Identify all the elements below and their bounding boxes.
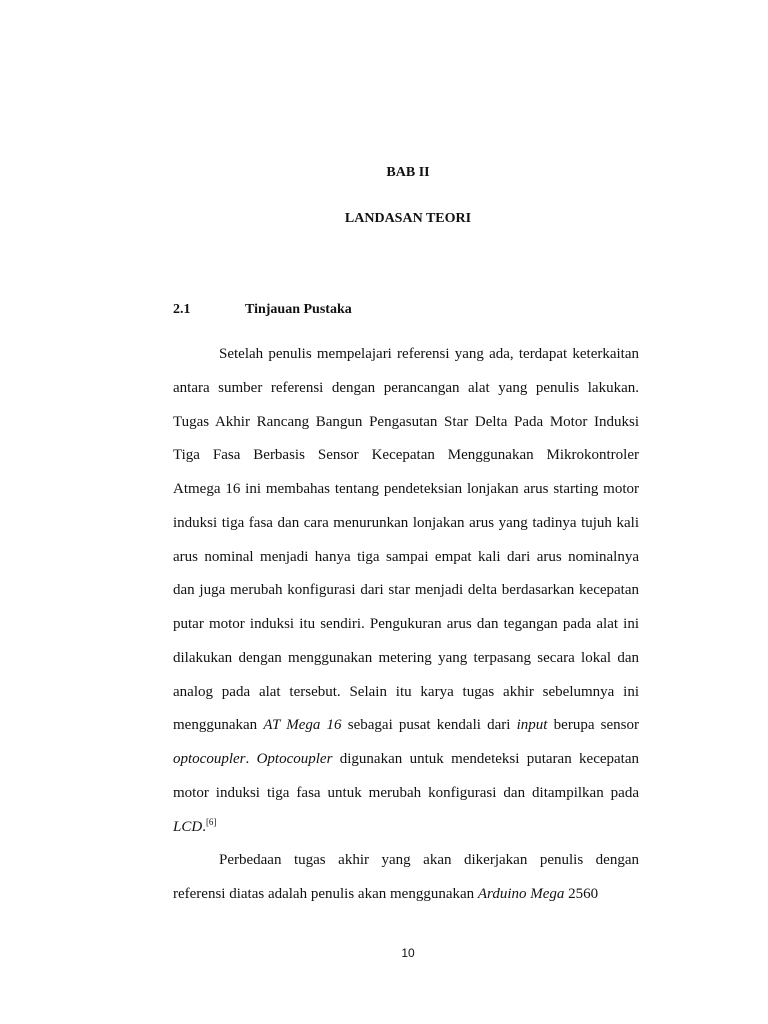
text-run: berupa sensor — [547, 717, 640, 734]
paragraph-line — [173, 878, 639, 912]
text-run: menggunakan — [173, 717, 264, 734]
text-run: . — [202, 818, 206, 835]
paragraph-line: Perbedaan tugas akhir yang akan dikerjakan penulis dengan — [219, 852, 639, 869]
paragraph-line — [173, 811, 639, 845]
text-run-italic: Arduino Mega — [477, 886, 565, 902]
paragraph-line: dilakukan dengan menggunakan metering yang terpasang secara lokal dan — [173, 649, 639, 666]
text-run-italic: input — [516, 717, 548, 734]
paragraph-line: Setelah penulis mempelajari referensi yang ada, terdapat keterkaitan — [219, 346, 639, 362]
chapter-title: LANDASAN TEORI — [344, 211, 472, 226]
text-run: 2560 — [564, 886, 599, 902]
text-run-italic: AT Mega 16 — [263, 717, 342, 734]
citation-reference: [6] — [205, 816, 217, 827]
text-run: sebagai pusat kendali dari — [341, 717, 517, 734]
text-run-italic: LCD — [173, 818, 203, 835]
paragraph-line — [173, 743, 639, 777]
body-text — [173, 338, 639, 912]
paragraph-line: motor induksi tiga fasa untuk merubah konfigurasi dan ditampilkan pada — [173, 784, 639, 801]
paragraph-line: induksi tiga fasa dan cara menurunkan lonjakan arus yang tadinya tujuh kali — [173, 514, 639, 531]
section-title: Tinjauan Pustaka — [245, 302, 352, 317]
paragraph-line: dan juga merubah konfigurasi dari star menjadi delta berdasarkan kecepatan — [173, 582, 639, 599]
section-heading — [173, 302, 352, 318]
page-number: 10 — [401, 946, 415, 960]
text-run: digunakan untuk mendeteksi putaran kecepatan — [332, 751, 639, 767]
paragraph-line: arus nominal menjadi hanya tiga sampai empat kali dari arus nominalnya — [173, 548, 639, 565]
text-run-italic: Optocoupler — [256, 751, 333, 767]
chapter-number: BAB II — [386, 165, 430, 180]
paragraph-line — [173, 709, 639, 743]
paragraph-line: Atmega 16 ini membahas tentang pendeteksian lonjakan arus starting motor — [173, 481, 639, 497]
paragraph-line: putar motor induksi itu sendiri. Pengukuran arus dan tegangan pada alat ini — [173, 616, 639, 632]
paragraph-line: Tiga Fasa Berbasis Sensor Kecepatan Menggunakan Mikrokontroler — [173, 447, 639, 464]
section-number: 2.1 — [173, 302, 191, 317]
paragraph-line: Tugas Akhir Rancang Bangun Pengasutan Star Delta Pada Motor Induksi — [173, 413, 639, 430]
text-run: . — [245, 751, 257, 767]
text-run: referensi diatas adalah penulis akan menggunakan — [173, 886, 478, 902]
text-run-italic: optocoupler — [173, 751, 246, 767]
paragraph-line: antara sumber referensi dengan perancangan alat yang penulis lakukan. — [173, 379, 639, 396]
paragraph-line: analog pada alat tersebut. Selain itu karya tugas akhir sebelumnya ini — [173, 683, 639, 700]
